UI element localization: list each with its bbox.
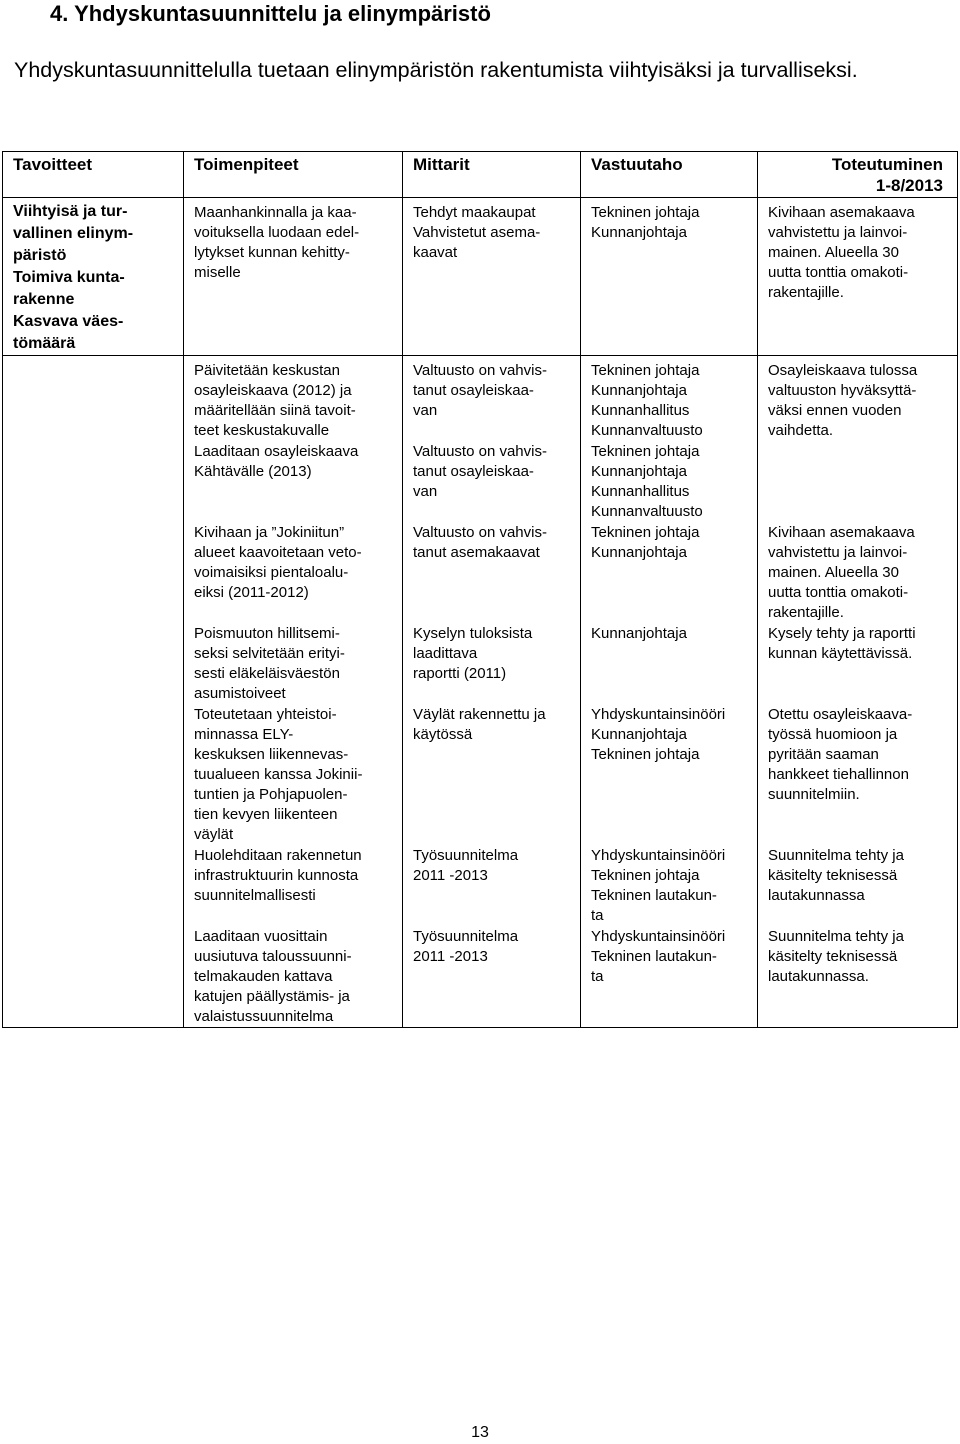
statuses-cell: [758, 356, 958, 1028]
indicator-item: Työsuunnitelma 2011 -2013: [413, 847, 519, 884]
measure-item: Laaditaan vuosittain uusiutuva taloussuunni- telmakauden kattava katujen päällystämis- ja valaistussuunnitelma: [194, 928, 352, 1025]
indicator-item: Väylät rakennettu ja käytössä: [413, 706, 546, 743]
table-row: [3, 198, 958, 356]
section-heading: 4. Yhdyskuntasuunnittelu ja elinympäristö: [50, 1, 491, 26]
responsible-item: Tekninen johtaja Kunnanjohtaja: [591, 524, 700, 561]
responsible-item: Kunnanjohtaja: [591, 625, 687, 642]
responsible-item: Yhdyskuntainsinööri Tekninen johtaja Tekninen lautakun- ta: [591, 847, 726, 924]
indicator-item: Kyselyn tuloksista laadittava raportti (2011): [413, 625, 533, 682]
measure-item: Poismuuton hillitsemi- seksi selvitetään erityi- sesti eläkeläisväestön asumistoiveet: [194, 625, 345, 702]
responsible-cell: Tekninen johtaja Kunnanjohtaja: [581, 198, 758, 356]
header-indicators: Mittarit: [403, 152, 581, 198]
status-item: Suunnitelma tehty ja käsitelty teknisessä lautakunnassa: [768, 847, 904, 904]
responsible-item: Tekninen johtaja Kunnanjohtaja Kunnanhallitus Kunnanvaltuusto: [591, 443, 703, 520]
indicator-item: Työsuunnitelma 2011 -2013: [413, 928, 519, 965]
responsible-item: Tekninen johtaja Kunnanjohtaja Kunnanhallitus Kunnanvaltuusto: [591, 362, 703, 439]
indicator-item: Valtuusto on vahvis- tanut osayleiskaa- van: [413, 362, 547, 419]
indicator-cell: Tehdyt maakaupat Vahvistetut asema- kaavat: [403, 198, 581, 356]
responsibles-cell: [581, 356, 758, 1028]
goals-cell-empty: [3, 356, 184, 1028]
table-row: [3, 356, 958, 1028]
status-item: Suunnitelma tehty ja käsitelty teknisessä lautakunnassa.: [768, 928, 904, 985]
status-item: Otettu osayleiskaava- työssä huomioon ja pyritään saaman hankkeet tiehallinnon suunnitelmiin.: [768, 706, 913, 803]
responsible-item: Yhdyskuntainsinööri Tekninen lautakun- ta: [591, 928, 726, 985]
indicator-item: Valtuusto on vahvis- tanut osayleiskaa- van: [413, 443, 547, 500]
measure-item: Huolehditaan rakennetun infrastruktuurin kunnosta suunnitelmallisesti: [194, 847, 362, 904]
status-item: Kysely tehty ja raportti kunnan käytettävissä.: [768, 625, 916, 662]
page-number: 13: [471, 1424, 489, 1441]
indicator-item: Valtuusto on vahvis- tanut asemakaavat: [413, 524, 547, 561]
measure-item: Toteutetaan yhteistoi- minnassa ELY- keskuksen liikennevas- tuualueen kanssa Jokinii- tuntien ja Pohjapuolen- tien kevyen liikenteen väylät: [194, 706, 363, 843]
intro-paragraph: Yhdyskuntasuunnittelulla tuetaan elinympäristön rakentumista viihtyisäksi ja turvalliseksi.: [14, 58, 858, 82]
plan-table: [2, 151, 958, 1028]
measure-cell: Maanhankinnalla ja kaa- voituksella luodaan edel- lytykset kunnan kehitty- miselle: [184, 198, 403, 356]
status-item: Osayleiskaava tulossa valtuuston hyväksyttä- väksi ennen vuoden vaihdetta.: [768, 362, 918, 439]
measure-item: Laaditaan osayleiskaava Kähtävälle (2013): [194, 443, 359, 480]
status-item: Kivihaan asemakaava vahvistettu ja lainvoi- mainen. Alueella 30 uutta tonttia omakoti- rakentajille.: [768, 524, 915, 621]
measure-item: Kivihaan ja ”Jokiniitun” alueet kaavoitetaan veto- voimaisiksi pientaloalu- eiksi (2011-2012): [194, 524, 362, 601]
goals-cell: Viihtyisä ja tur- vallinen elinym- päristö Toimiva kunta- rakenne Kasvava väes- tömäärä: [3, 198, 184, 356]
measure-item: Päivitetään keskustan osayleiskaava (2012) ja määritellään siinä tavoit- teet keskustakuvalle: [194, 362, 356, 439]
header-status: Toteutuminen 1-8/2013: [758, 152, 958, 198]
table-header-row: [3, 152, 958, 198]
indicators-cell: [403, 356, 581, 1028]
responsible-item: Yhdyskuntainsinööri Kunnanjohtaja Tekninen johtaja: [591, 706, 726, 763]
header-measures: Toimenpiteet: [184, 152, 403, 198]
status-item: [768, 442, 951, 523]
status-cell: Kivihaan asemakaava vahvistettu ja lainvoi- mainen. Alueella 30 uutta tonttia omakoti- rakentajille.: [758, 198, 958, 356]
header-goals: Tavoitteet: [3, 152, 184, 198]
measures-cell: [184, 356, 403, 1028]
header-responsible: Vastuutaho: [581, 152, 758, 198]
